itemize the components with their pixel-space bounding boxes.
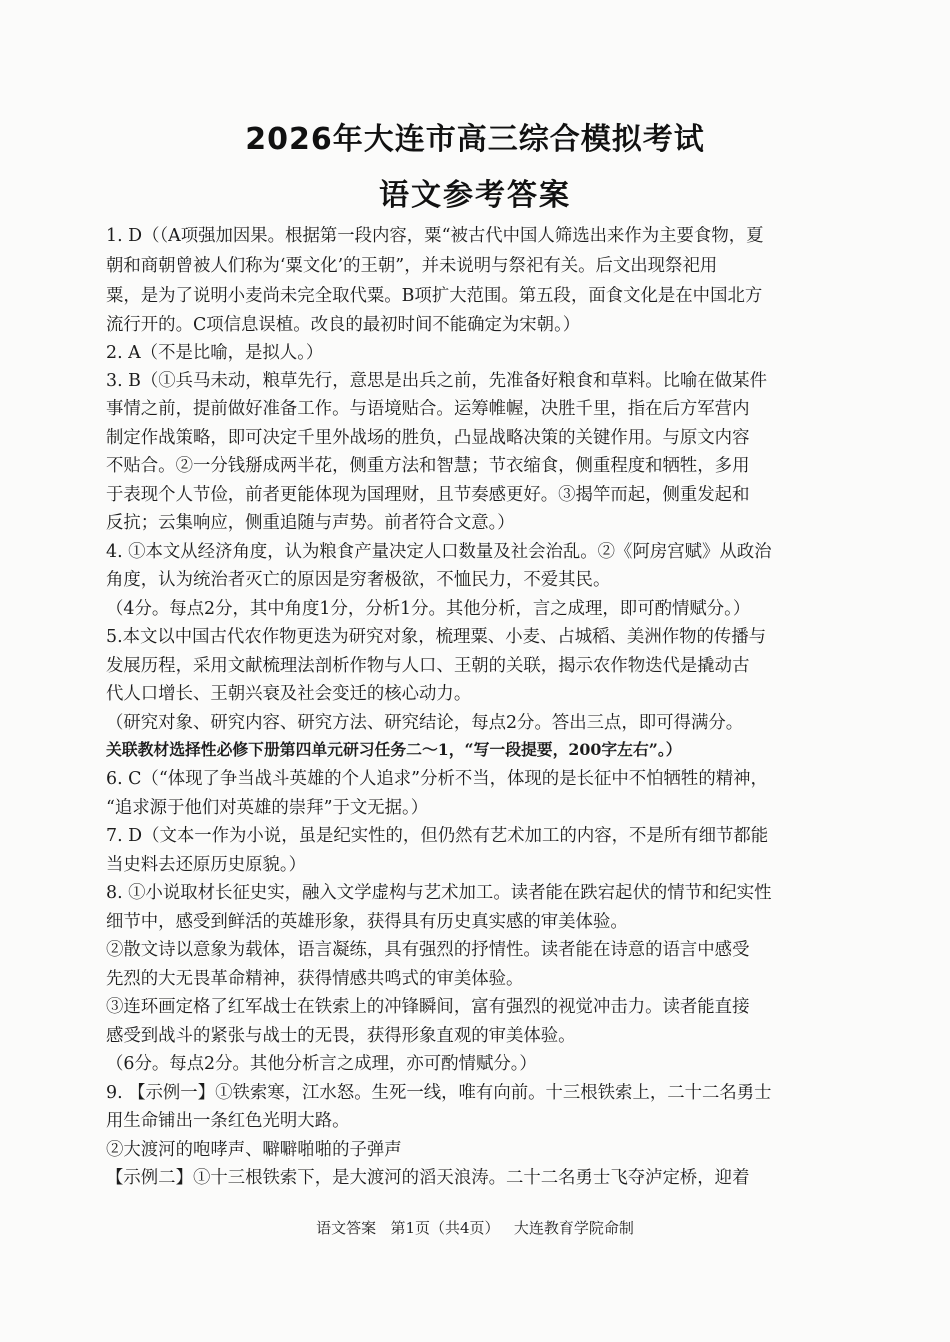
answer-line: 4. ①本文从经济角度，认为粮食产量决定人口数量及社会治乱。②《阿房宫赋》从政治	[106, 542, 772, 562]
scoring-note: （研究对象、研究内容、研究方法、研究结论，每点2分。答出三点，即可得满分。	[106, 713, 744, 733]
answer-line: ②大渡河的咆哮声、噼噼啪啪的子弹声	[106, 1140, 402, 1160]
answer-line: 不贴合。②一分钱掰成两半花，侧重方法和智慧；节衣缩食，侧重程度和牺牲，多用	[106, 456, 750, 476]
answer-line: 感受到战斗的紧张与战士的无畏，获得形象直观的审美体验。	[106, 1026, 576, 1046]
answer-line: 粟，是为了说明小麦尚未完全取代粟。B项扩大范围。第五段，面食文化是在中国北方	[106, 286, 763, 306]
answer-line: 8. ①小说取材长征史实，融入文学虚构与艺术加工。读者能在跌宕起伏的情节和纪实性	[106, 883, 772, 903]
answer-line: 事情之前，提前做好准备工作。与语境贴合。运筹帷幄，决胜千里，指在后方军营内	[106, 399, 750, 419]
answer-line: 1. D（（A项强加因果。根据第一段内容，粟“被古代中国人筛选出来作为主要食物，夏	[106, 226, 764, 246]
answer-line: 7. D（文本一作为小说，虽是纪实性的，但仍然有艺术加工的内容，不是所有细节都能	[106, 826, 769, 846]
answer-line: 角度，认为统治者灭亡的原因是穷奢极欲，不恤民力，不爱其民。	[106, 570, 611, 590]
answer-line: 制定作战策略，即可决定千里外战场的胜负，凸显战略决策的关键作用。与原文内容	[106, 428, 750, 448]
answer-line: 6. C（“体现了争当战斗英雄的个人追求”分析不当，体现的是长征中不怕牺牲的精神，	[106, 769, 768, 789]
answer-line: 9. 【示例一】①铁索寒，江水怒。生死一线，唯有向前。十三根铁索上，二十二名勇士	[106, 1083, 772, 1103]
answer-line: ③连环画定格了红军战士在铁索上的冲锋瞬间，富有强烈的视觉冲击力。读者能直接	[106, 997, 750, 1017]
textbook-reference-note: 关联教材选择性必修下册第四单元研习任务二～1，“写一段提要，200字左右”。）	[106, 740, 682, 759]
exam-title: 2026年大连市高三综合模拟考试	[245, 122, 705, 157]
answer-line: 朝和商朝曾被人们称为‘粟文化’的王朝”，并未说明与祭祀有关。后文出现祭祀用	[106, 256, 718, 276]
answer-line: 反抗；云集响应，侧重追随与声势。前者符合文意。）	[106, 513, 515, 533]
scoring-note: （6分。每点2分。其他分析言之成理，亦可酌情赋分。）	[106, 1054, 537, 1074]
scoring-note: （4分。每点2分，其中角度1分，分析1分。其他分析，言之成理，即可酌情赋分。）	[106, 599, 751, 619]
answer-line: 当史料去还原历史原貌。）	[106, 855, 306, 875]
answer-line: 流行开的。C项信息误植。改良的最初时间不能确定为宋朝。）	[106, 315, 581, 335]
answer-line: 3. B（①兵马未动，粮草先行，意思是出兵之前，先准备好粮食和草料。比喻在做某件	[106, 371, 767, 391]
answer-line: ②散文诗以意象为载体，语言凝练，具有强烈的抒情性。读者能在诗意的语言中感受	[106, 940, 750, 960]
answer-line: 先烈的大无畏革命精神，获得情感共鸣式的审美体验。	[106, 969, 524, 989]
answer-line: 发展历程，采用文献梳理法剖析作物与人口、王朝的关联，揭示农作物迭代是撬动古	[106, 656, 750, 676]
answer-line: 代人口增长、王朝兴衰及社会变迁的核心动力。	[106, 684, 472, 704]
answer-line: 用生命铺出一条红色光明大路。	[106, 1111, 350, 1131]
answer-line: 【示例二】①十三根铁索下，是大渡河的滔天浪涛。二十二名勇士飞夺泸定桥，迎着	[106, 1168, 750, 1188]
answer-key-subtitle: 语文参考答案	[379, 178, 571, 213]
page-footer: 语文答案 第1页（共4页） 大连教育学院命制	[316, 1219, 634, 1237]
answer-line: “追求源于他们对英雄的崇拜”于文无据。）	[106, 798, 429, 818]
answer-line: 2. A（不是比喻，是拟人。）	[106, 343, 324, 363]
answer-line: 5.本文以中国古代农作物更迭为研究对象，梳理粟、小麦、占城稻、美洲作物的传播与	[106, 627, 767, 647]
answer-line: 于表现个人节俭，前者更能体现为国理财，且节奏感更好。③揭竿而起，侧重发起和	[106, 485, 750, 505]
answer-line: 细节中，感受到鲜活的英雄形象，获得具有历史真实感的审美体验。	[106, 912, 628, 932]
